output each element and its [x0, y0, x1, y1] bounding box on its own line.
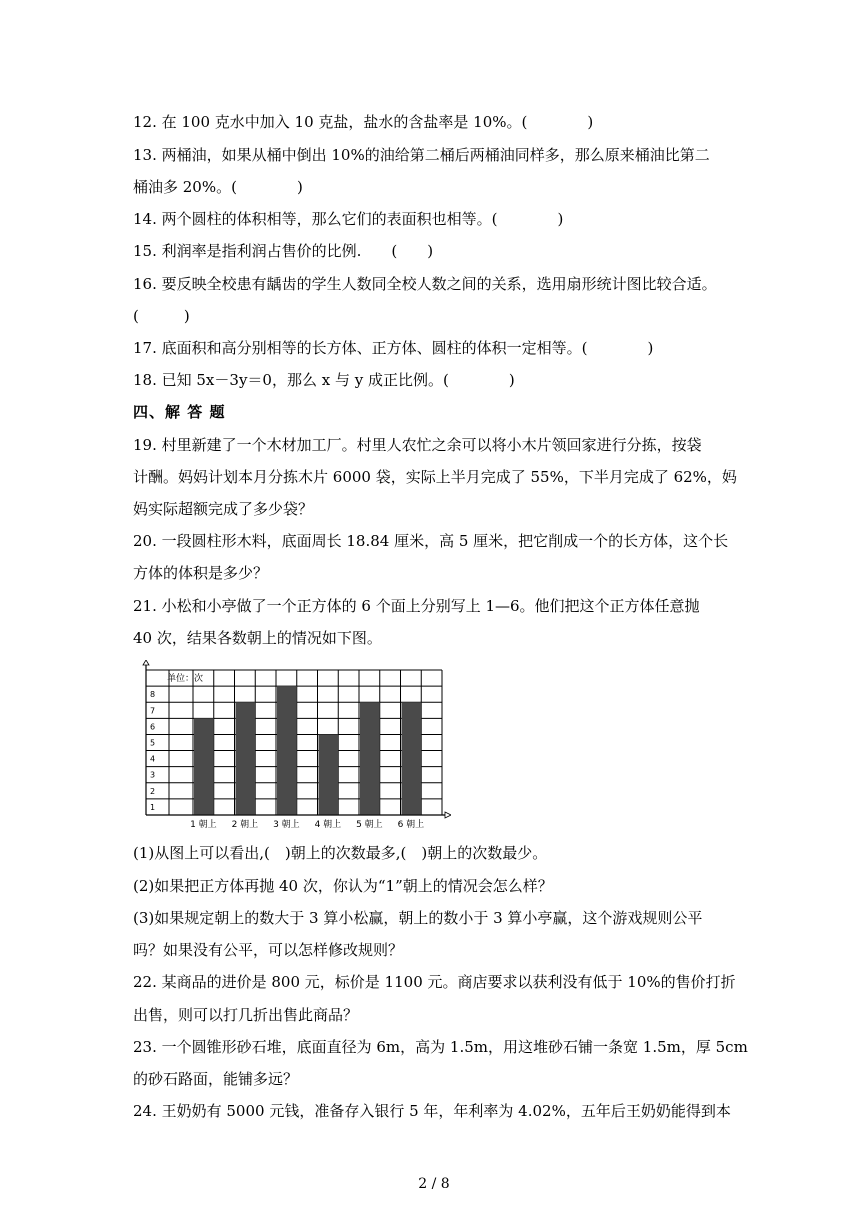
x-axis-arrow — [445, 812, 451, 818]
question-23-line-1: 23. 一个圆锥形砂石堆，底面直径为 6m，高为 1.5m，用这堆砂石铺一条宽 1.5m，厚 5cm — [133, 1038, 748, 1056]
y-tick-label: 3 — [150, 770, 156, 780]
x-tick-label: 3 朝上 — [273, 820, 300, 830]
question-13-line-1: 13. 两桶油，如果从桶中倒出 10%的油给第二桶后两桶油同样多，那么原来桶油比第二 — [133, 146, 710, 164]
question-20-line-2: 方体的体积是多少？ — [133, 564, 269, 582]
bar-2 — [236, 702, 256, 814]
chart-unit-label: 单位：次 — [167, 673, 204, 684]
y-tick-label: 7 — [150, 706, 156, 716]
y-tick-label: 6 — [150, 722, 156, 732]
x-tick-label: 5 朝上 — [356, 820, 383, 830]
x-tick-label: 1 朝上 — [190, 820, 217, 830]
question-19-line-2: 计酬。妈妈计划本月分拣木片 6000 袋，实际上半月完成了 55%，下半月完成了 62%，妈 — [133, 468, 737, 486]
question-16-line-2: ( ) — [133, 307, 190, 325]
question-18: 18. 已知 5x－3y＝0，那么 x 与 y 成正比例。( ) — [133, 371, 515, 389]
x-tick-label: 2 朝上 — [231, 820, 259, 830]
y-tick-label: 8 — [150, 690, 156, 700]
x-tick-label: 4 朝上 — [314, 820, 342, 830]
bar-3 — [277, 686, 297, 814]
question-16-line-1: 16. 要反映全校患有龋齿的学生人数同全校人数之间的关系，选用扇形统计图比较合适。 — [133, 275, 717, 293]
y-tick-label: 4 — [150, 754, 156, 764]
question-21-part-1: (1)从图上可以看出,( )朝上的次数最多,( )朝上的次数最少。 — [133, 844, 548, 862]
question-13-line-2: 桶油多 20%。( ) — [133, 178, 303, 196]
bar-chart — [131, 660, 451, 832]
question-20-line-1: 20. 一段圆柱形木料，底面周长 18.84 厘米，高 5 厘米，把它削成一个的长方体，这个长 — [133, 532, 729, 550]
question-24-line-1: 24. 王奶奶有 5000 元钱，准备存入银行 5 年，年利率为 4.02%，五年后王奶奶能得到本 — [133, 1102, 731, 1120]
question-19-line-1: 19. 村里新建了一个木材加工厂。村里人农忙之余可以将小木片领回家进行分拣，按袋 — [133, 436, 702, 454]
y-tick-label: 5 — [150, 738, 156, 748]
bar-5 — [360, 702, 380, 814]
question-21-part-3-line-1: (3)如果规定朝上的数大于 3 算小松赢，朝上的数小于 3 算小亭赢，这个游戏规则公平 — [133, 909, 703, 927]
question-21-part-2: (2)如果把正方体再抛 40 次，你认为“1”朝上的情况会怎么样？ — [133, 877, 553, 895]
bar-4 — [319, 734, 339, 814]
question-22-line-2: 出售，则可以打几折出售此商品？ — [133, 1006, 359, 1024]
x-tick-label: 6 朝上 — [397, 820, 425, 830]
question-21-line-1: 21. 小松和小亭做了一个正方体的 6 个面上分别写上 1—6。他们把这个正方体任意抛 — [133, 597, 700, 615]
page-number: 2 / 8 — [418, 1176, 450, 1192]
bar-1 — [194, 718, 214, 814]
question-15: 15. 利润率是指利润占售价的比例. ( ) — [133, 242, 434, 260]
question-19-line-3: 妈实际超额完成了多少袋？ — [133, 500, 314, 518]
question-23-line-2: 的砂石路面，能铺多远？ — [133, 1070, 299, 1088]
section-heading: 四、解 答 题 — [133, 403, 226, 421]
question-17: 17. 底面积和高分别相等的长方体、正方体、圆柱的体积一定相等。( ) — [133, 339, 654, 357]
y-tick-label: 1 — [150, 802, 156, 812]
question-14: 14. 两个圆柱的体积相等，那么它们的表面积也相等。( ) — [133, 210, 564, 228]
y-tick-label: 2 — [150, 786, 156, 796]
y-axis-arrow — [143, 660, 149, 665]
question-12: 12. 在 100 克水中加入 10 克盐，盐水的含盐率是 10%。( ) — [133, 113, 594, 131]
bar-6 — [402, 702, 422, 814]
question-22-line-1: 22. 某商品的进价是 800 元，标价是 1100 元。商店要求以获利没有低于 10%的售价打折 — [133, 973, 736, 991]
question-21-part-3-line-2: 吗？如果没有公平，可以怎样修改规则？ — [133, 941, 404, 959]
question-21-line-2: 40 次，结果各数朝上的情况如下图。 — [133, 629, 382, 647]
